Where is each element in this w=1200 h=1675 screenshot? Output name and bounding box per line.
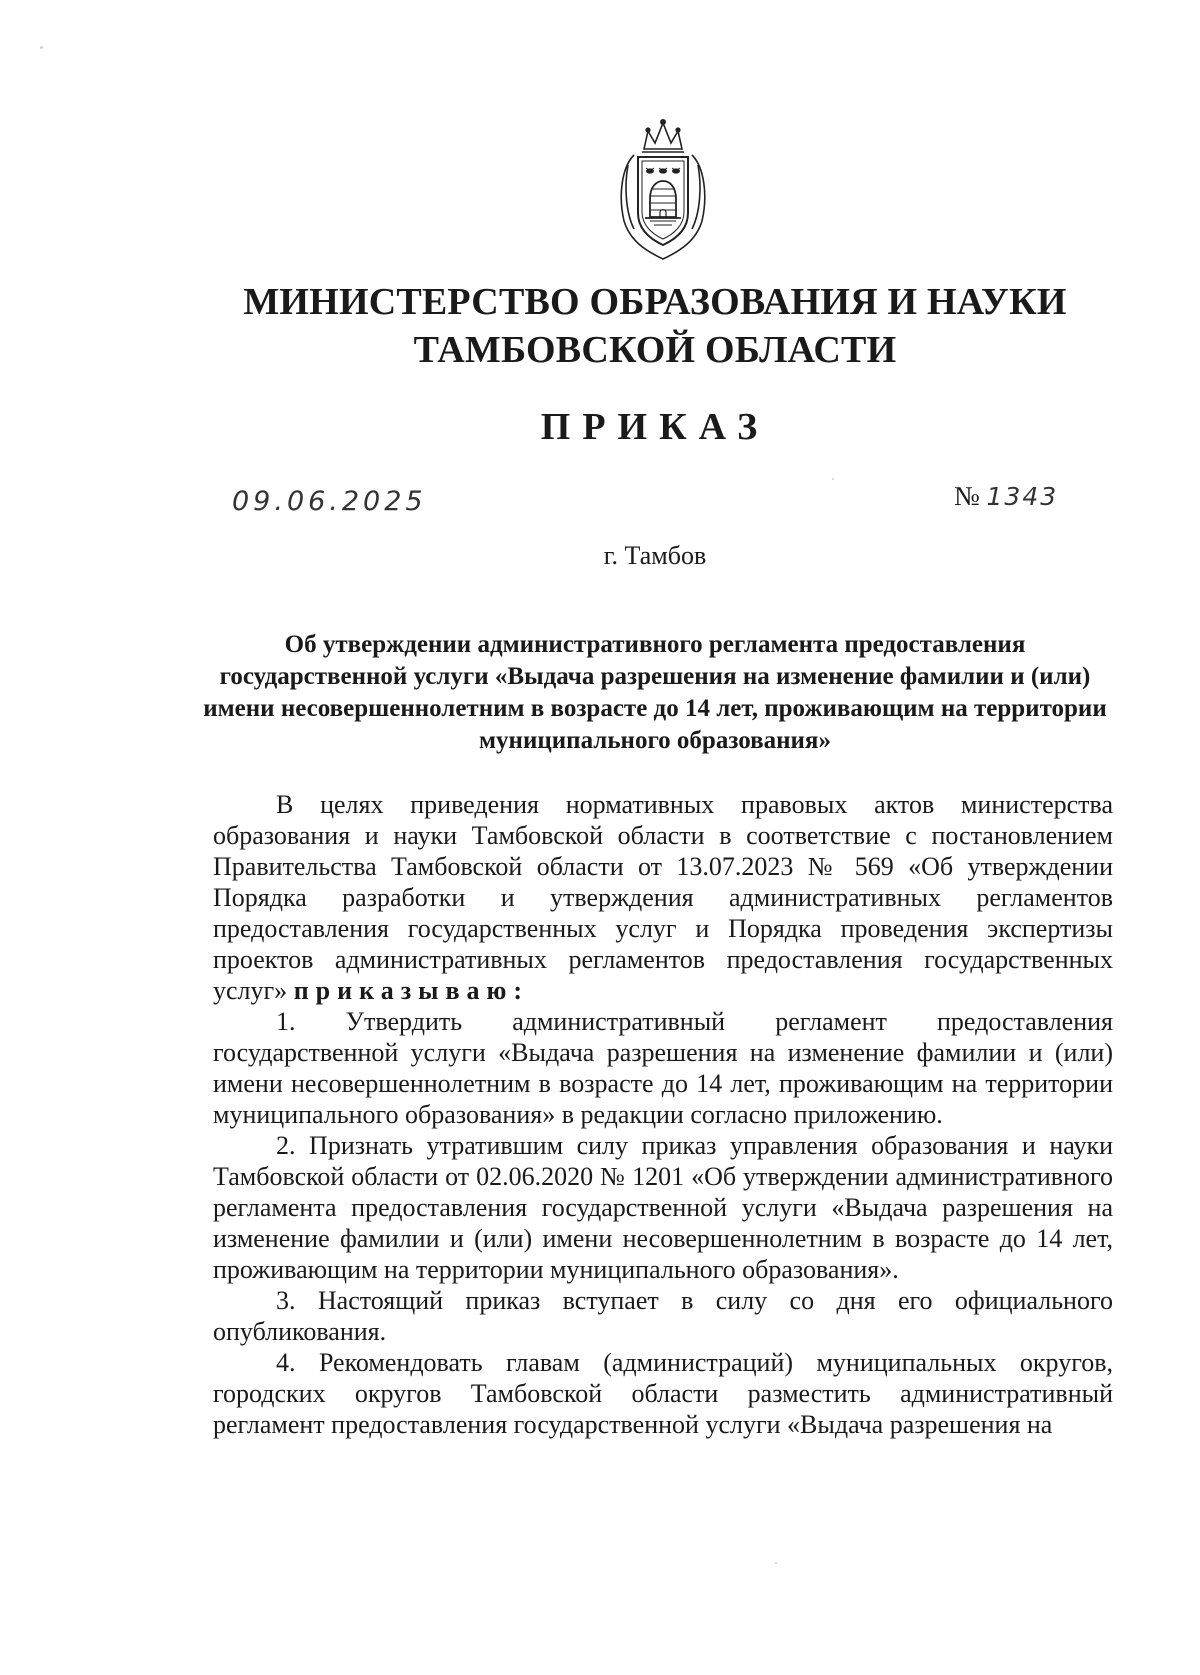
order-verb: приказываю: bbox=[293, 976, 530, 1005]
preamble-paragraph bbox=[213, 789, 1113, 1006]
order-item-3: 3. Настоящий приказ вступает в силу со дня его официального опубликования. bbox=[213, 1286, 1113, 1346]
tambov-region-coat-of-arms-icon bbox=[614, 117, 712, 262]
scan-speck bbox=[832, 478, 834, 480]
order-item-4: 4. Рекомендовать главам (администраций) муниципальных округов, городских округов Тамбовской области разместить административный регламент предоставления государственной услуги «Выдача разрешения на bbox=[213, 1348, 1113, 1439]
order-number-value: 1343 bbox=[986, 482, 1059, 511]
preamble-text: В целях приведения нормативных правовых актов министерства образования и науки Тамбовской области в соответствие с постановлением Правительства Тамбовской области от 13.07.2023 № 569 «Об утверждении Порядка разработки и утверждения административных регламентов предоставления государственных услуг и Порядка проведения экспертизы проектов административных регламентов предоставления государственных услуг» bbox=[213, 790, 1113, 1005]
ministry-name bbox=[0, 278, 1200, 374]
order-date: 09.06.2025 bbox=[232, 486, 427, 517]
order-number-prefix: № bbox=[954, 481, 980, 511]
ministry-name-line2: ТАМБОВСКОЙ ОБЛАСТИ bbox=[413, 329, 897, 371]
order-item-1: 1. Утвердить административный регламент предоставления государственной услуги «Выдача разрешения на изменение фамилии и (или) имени несовершеннолетним в возрасте до 14 лет, проживающим на территории муниципального образования» в редакции согласно приложению. bbox=[213, 1007, 1113, 1129]
order-item-2: 2. Признать утратившим силу приказ управления образования и науки Тамбовской области от 02.06.2020 № 1201 «Об утверждении административного регламента предоставления государственной услуги «Выдача разрешения на изменение фамилии и (или) имени несовершеннолетним в возрасте до 14 лет, проживающим на территории муниципального образования». bbox=[213, 1131, 1113, 1284]
ministry-name-line1: МИНИСТЕРСТВО ОБРАЗОВАНИЯ И НАУКИ bbox=[243, 281, 1067, 323]
scan-speck bbox=[775, 1562, 777, 1564]
order-subject: Об утверждении административного регламента предоставления государственной услуги «Выдача разрешения на изменение фамилии и (или) имени несовершеннолетним в возрасте до 14 лет, проживающим на территории муниципального образования» bbox=[203, 631, 1107, 754]
order-number bbox=[954, 481, 1058, 512]
document-type-title: ПРИКАЗ bbox=[540, 406, 770, 448]
scan-speck bbox=[40, 46, 43, 49]
city-line: г. Тамбов bbox=[603, 541, 707, 570]
order-body bbox=[213, 789, 1113, 1440]
